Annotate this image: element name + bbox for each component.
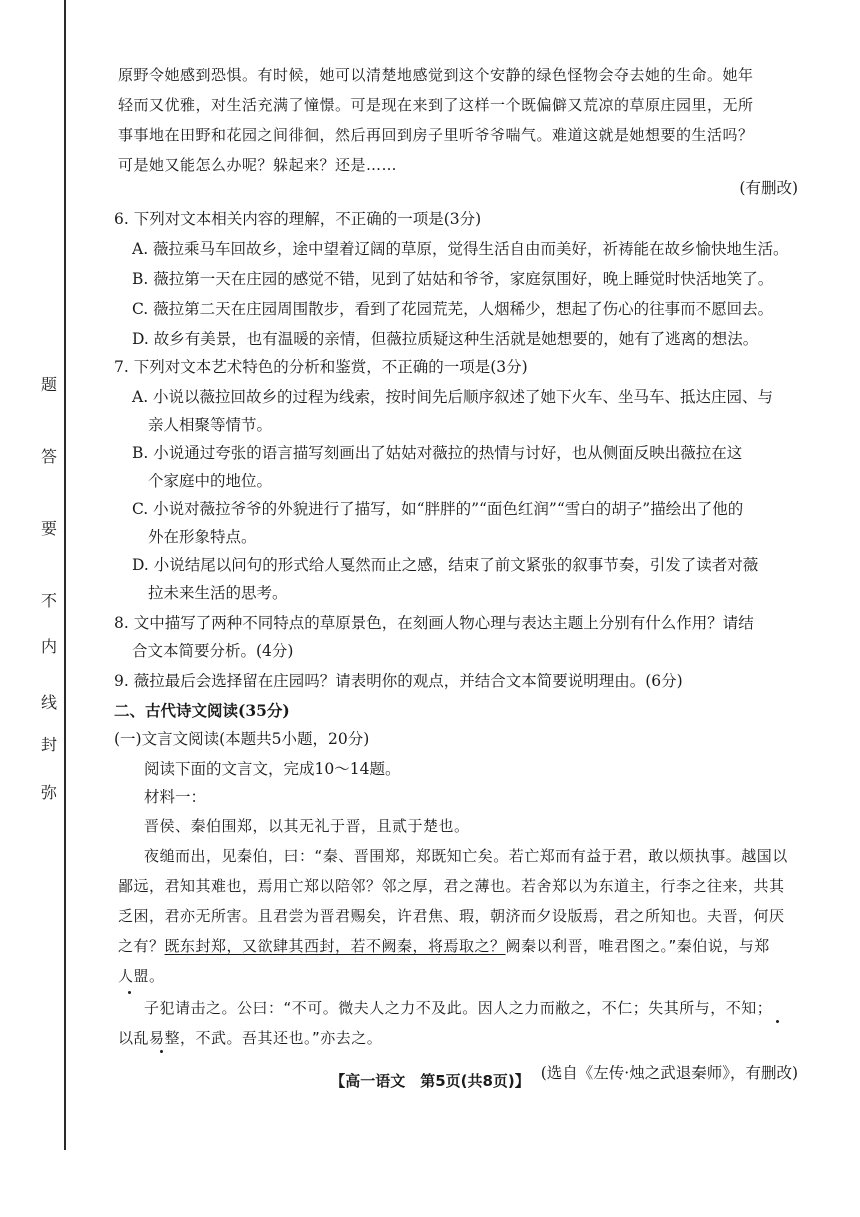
question-6-stem: 6. 下列对文本相关内容的理解，不正确的一项是(3分) xyxy=(114,210,482,228)
emphasis-dot xyxy=(160,1050,163,1053)
seal-char: 不 xyxy=(40,591,57,610)
seal-char: 要 xyxy=(40,519,57,538)
classical-line: 晋侯、秦伯围郑，以其无礼于晋，且贰于楚也。 xyxy=(144,817,470,835)
question-7-option-c: C. 小说对薇拉爷爷的外貌进行了描写，如“胖胖的”“面色红润”“雪白的胡子”描绘出了他的 xyxy=(132,500,744,518)
classical-line: 子犯请击之。公曰：“不可。微夫人之力不及此。因人之力而敝之，不仁；失其所与，不知； xyxy=(144,999,773,1017)
page-footer: 【高一语文 第5页(共8页)】 xyxy=(330,1072,530,1090)
question-6-option-a: A. 薇拉乘马车回故乡，途中望着辽阔的草原，觉得生活自由而美好，祈祷能在故乡愉快地生活。 xyxy=(132,240,789,258)
source-citation: (选自《左传·烛之武退秦师》，有删改) xyxy=(540,1064,798,1082)
emphasis-dot xyxy=(776,1020,779,1023)
passage-line: 原野令她感到恐惧。有时候，她可以清楚地感觉到这个安静的绿色怪物会夺去她的生命。她年 xyxy=(118,66,754,84)
classical-line: 鄙远，君知其难也，焉用亡郑以陪邻？邻之厚，君之薄也。若舍郑以为东道主，行李之往来，共其 xyxy=(118,877,785,895)
material-label: 材料一： xyxy=(144,788,207,806)
question-7-option-b: B. 小说通过夸张的语言描写刻画出了姑姑对薇拉的热情与讨好，也从侧面反映出薇拉在这 xyxy=(132,444,743,462)
seal-char: 线 xyxy=(40,693,57,712)
question-6-option-d: D. 故乡有美景，也有温暖的亲情，但薇拉质疑这种生活就是她想要的，她有了逃离的想法。 xyxy=(132,330,759,348)
seal-char: 答 xyxy=(40,447,57,466)
subsection-heading: (一)文言文阅读(本题共5小题，20分) xyxy=(114,730,370,748)
binding-line xyxy=(64,0,66,1150)
question-9: 9. 薇拉最后会选择留在庄园吗？请表明你的观点，并结合文本简要说明理由。(6分) xyxy=(114,672,683,690)
passage-note: (有删改) xyxy=(739,179,798,197)
classical-line: 夜缒而出，见秦伯，曰：“秦、晋围郑，郑既知亡矣。若亡郑而有益于君，敢以烦执事。越国以 xyxy=(144,847,788,865)
classical-line: 人盟。 xyxy=(118,967,165,985)
question-7-option-b-cont: 个家庭中的地位。 xyxy=(148,472,273,490)
question-7-option-a-cont: 亲人相聚等情节。 xyxy=(148,416,273,434)
seal-char: 题 xyxy=(40,375,57,394)
classical-line: 以乱易整，不武。吾其还也。”亦去之。 xyxy=(118,1029,383,1047)
seal-char: 弥 xyxy=(40,783,57,802)
classical-text: 之有？ xyxy=(118,937,165,955)
reading-instruction: 阅读下面的文言文，完成10～14题。 xyxy=(144,760,401,778)
question-7-option-a: A. 小说以薇拉回故乡的过程为线索，按时间先后顺序叙述了她下火车、坐马车、抵达庄园、与 xyxy=(132,388,774,406)
question-7-option-c-cont: 外在形象特点。 xyxy=(148,528,257,546)
passage-line: 事事地在田野和花园之间徘徊，然后再回到房子里听爷爷喘气。难道这就是她想要的生活吗？ xyxy=(118,126,754,144)
question-6-option-c: C. 薇拉第二天在庄园周围散步，看到了花园荒芜，人烟稀少，想起了伤心的往事而不愿回去。 xyxy=(132,300,774,318)
seal-char: 内 xyxy=(40,637,57,656)
question-6-option-b: B. 薇拉第一天在庄园的感觉不错，见到了姑姑和爷爷，家庭氛围好，晚上睡觉时快活地笑了。 xyxy=(132,270,774,288)
question-8-line: 8. 文中描写了两种不同特点的草原景色，在刻画人物心理与表达主题上分别有什么作用？请结 xyxy=(114,614,754,632)
classical-line xyxy=(118,935,770,956)
emphasis-dot xyxy=(128,991,131,994)
underlined-sentence: 既东封郑，又欲肆其西封，若不阙秦，将焉取之？ xyxy=(164,937,506,955)
passage-line: 轻而又优雅，对生活充满了憧憬。可是现在来到了这样一个既偏僻又荒凉的草原庄园里，无所 xyxy=(118,96,754,114)
section-heading: 二、古代诗文阅读(35分) xyxy=(114,701,290,720)
question-7-stem: 7. 下列对文本艺术特色的分析和鉴赏，不正确的一项是(3分) xyxy=(114,358,528,376)
classical-line: 乏困，君亦无所害。且君尝为晋君赐矣，许君焦、瑕，朝济而夕设版焉，君之所知也。夫晋，何厌 xyxy=(118,907,785,925)
seal-char: 封 xyxy=(40,735,57,754)
classical-text: 阙秦以利晋，唯君图之。”秦伯说，与郑 xyxy=(505,937,770,955)
passage-line: 可是她又能怎么办呢？躲起来？还是…… xyxy=(118,156,398,174)
question-7-option-d: D. 小说结尾以问句的形式给人戛然而止之感，结束了前文紧张的叙事节奏，引发了读者对薇 xyxy=(132,556,759,574)
question-7-option-d-cont: 拉未来生活的思考。 xyxy=(148,584,288,602)
question-8-line: 合文本简要分析。(4分) xyxy=(132,642,294,660)
